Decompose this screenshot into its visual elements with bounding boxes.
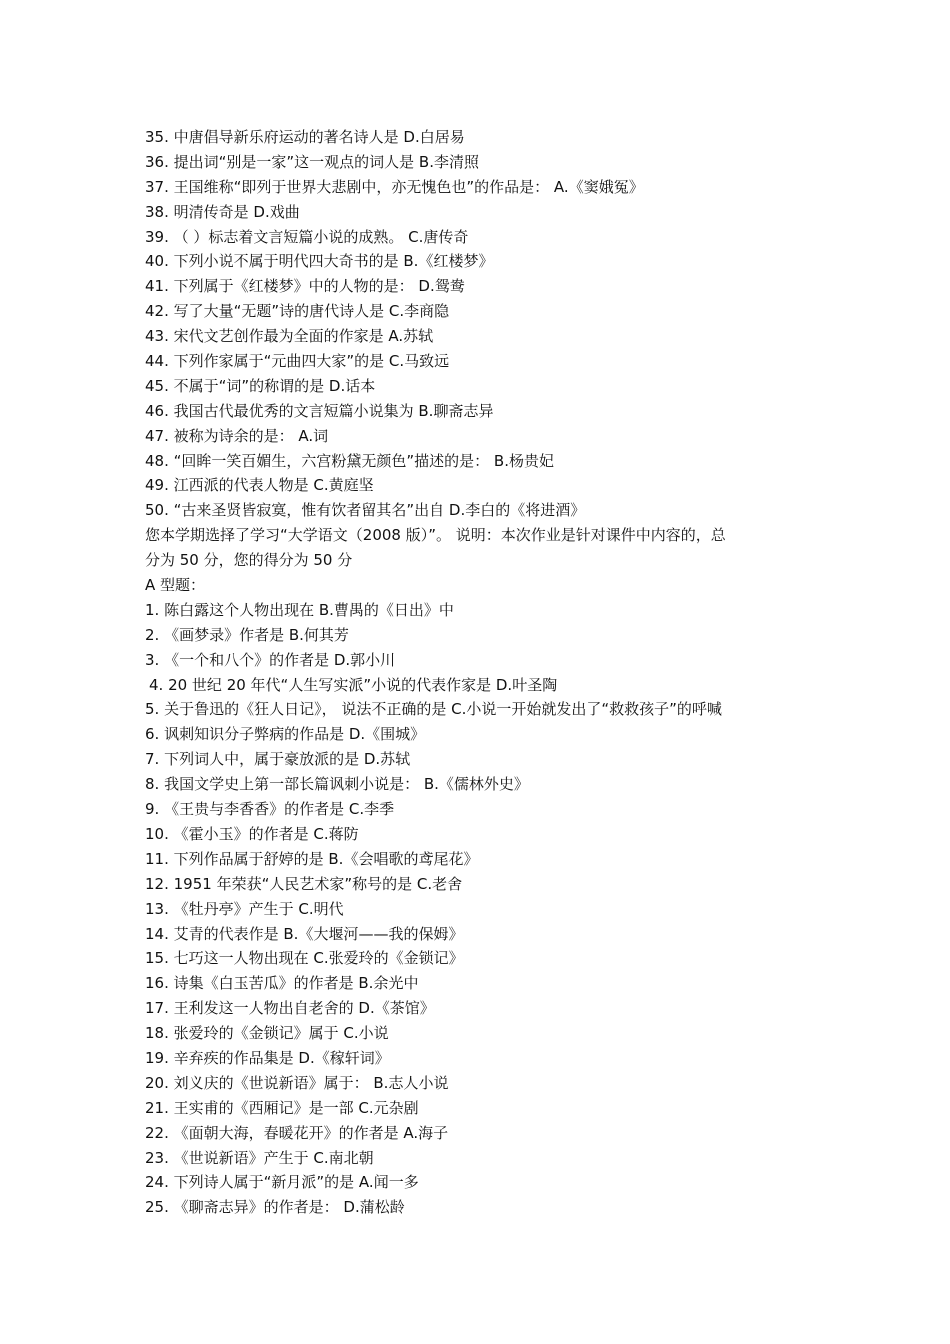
text-line: 23. 《世说新语》产生于 C.南北朝: [145, 1148, 374, 1167]
text-line: 24. 下列诗人属于“新月派”的是 A.闻一多: [145, 1173, 419, 1192]
text-line: 36. 提出词“别是一家”这一观点的词人是 B.李清照: [145, 152, 479, 171]
text-line: 8. 我国文学史上第一部长篇讽刺小说是： B.《儒林外史》: [145, 775, 529, 794]
document-text: [145, 125, 815, 1220]
section-heading: A 型题：: [145, 576, 206, 595]
text-line: 35. 中唐倡导新乐府运动的著名诗人是 D.白居易: [145, 128, 465, 146]
text-line: 分为 50 分，您的得分为 50 分: [145, 551, 353, 570]
text-line: 39. （ ）标志着文言短篇小说的成熟。 C.唐传奇: [145, 227, 469, 246]
text-line: 20. 刘义庆的《世说新语》属于： B.志人小说: [145, 1073, 449, 1092]
text-line: 11. 下列作品属于舒婷的是 B.《会唱歌的鸢尾花》: [145, 849, 479, 868]
text-line: 您本学期选择了学习“大学语文（2008 版）”。 说明：本次作业是针对课件中内容的，总: [145, 526, 726, 545]
text-line: 17. 王利发这一人物出自老舍的 D.《茶馆》: [145, 999, 435, 1018]
text-line: 44. 下列作家属于“元曲四大家”的是 C.马致远: [145, 352, 450, 371]
text-line: 6. 讽刺知识分子弊病的作品是 D.《围城》: [145, 725, 426, 744]
text-line: 9. 《王贵与李香香》的作者是 C.李季: [145, 800, 395, 819]
text-line: 48. “回眸一笑百媚生，六宫粉黛无颜色”描述的是： B.杨贵妃: [145, 451, 554, 470]
text-line: 18. 张爱玲的《金锁记》属于 C.小说: [145, 1024, 389, 1043]
text-line: 49. 江西派的代表人物是 C.黄庭坚: [145, 476, 374, 495]
text-line: 50. “古来圣贤皆寂寞，惟有饮者留其名”出自 D.李白的《将进酒》: [145, 501, 586, 520]
text-line: 38. 明清传奇是 D.戏曲: [145, 202, 300, 221]
text-line: 47. 被称为诗余的是： A.词: [145, 426, 329, 445]
text-line: 14. 艾青的代表作是 B.《大堰河——我的保姆》: [145, 924, 464, 943]
text-line: 4. 20 世纪 20 年代“人生写实派”小说的代表作家是 D.叶圣陶: [149, 675, 558, 694]
text-line: 42. 写了大量“无题”诗的唐代诗人是 C.李商隐: [145, 302, 450, 321]
text-line: 13. 《牡丹亭》产生于 C.明代: [145, 899, 344, 918]
text-line: 2. 《画梦录》作者是 B.何其芳: [145, 625, 349, 644]
text-line: 41. 下列属于《红楼梦》中的人物的是： D.鸳鸯: [145, 277, 465, 296]
text-line: 10. 《霍小玉》的作者是 C.蒋防: [145, 824, 359, 843]
text-line: 45. 不属于“词”的称谓的是 D.话本: [145, 376, 376, 395]
text-line: 12. 1951 年荣获“人民艺术家”称号的是 C.老舍: [145, 874, 463, 893]
text-line: 46. 我国古代最优秀的文言短篇小说集为 B.聊斋志异: [145, 401, 494, 420]
text-line: 21. 王实甫的《西厢记》是一部 C.元杂剧: [145, 1098, 419, 1117]
text-line: 25. 《聊斋志异》的作者是： D.蒲松龄: [145, 1198, 405, 1217]
text-line: 16. 诗集《白玉苦瓜》的作者是 B.余光中: [145, 974, 419, 993]
text-line: 15. 七巧这一人物出现在 C.张爱玲的《金锁记》: [145, 949, 464, 968]
text-line: 19. 辛弃疾的作品集是 D.《稼轩词》: [145, 1048, 390, 1067]
text-line: 5. 关于鲁迅的《狂人日记》， 说法不正确的是 C.小说一开始就发出了“救救孩子”的呼喊: [145, 700, 722, 719]
text-line: 43. 宋代文艺创作最为全面的作家是 A.苏轼: [145, 327, 434, 346]
text-line: 3. 《一个和八个》的作者是 D.郭小川: [145, 650, 396, 669]
text-line: 1. 陈白露这个人物出现在 B.曹禺的《日出》中: [145, 600, 454, 619]
text-line: 37. 王国维称“即列于世界大悲剧中，亦无愧色也”的作品是： A.《窦娥冤》: [145, 177, 644, 196]
text-line: 22. 《面朝大海，春暖花开》的作者是 A.海子: [145, 1123, 449, 1142]
text-line: 7. 下列词人中，属于豪放派的是 D.苏轼: [145, 750, 411, 769]
text-line: 40. 下列小说不属于明代四大奇书的是 B.《红楼梦》: [145, 252, 494, 271]
